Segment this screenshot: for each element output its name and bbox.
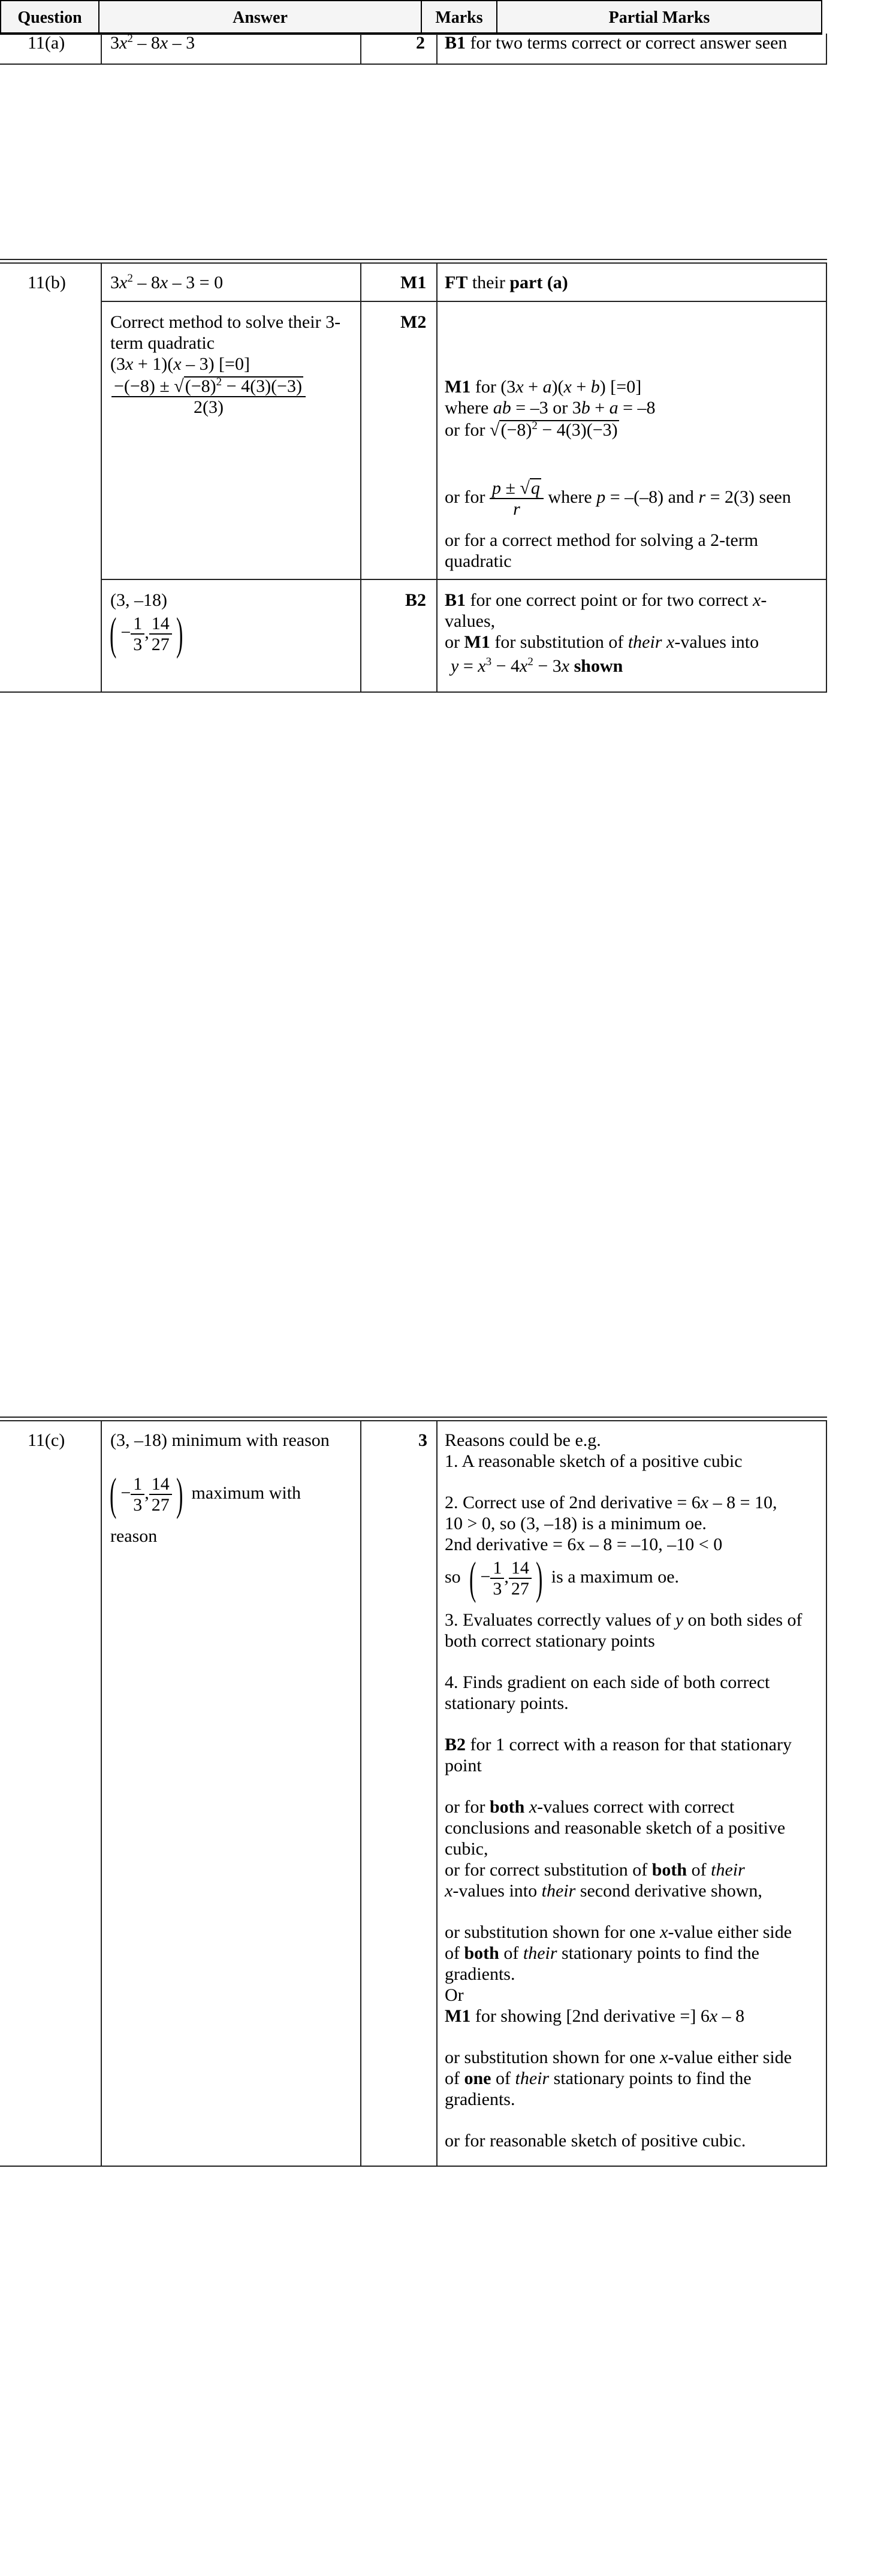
partial-marks-text: or for $\frac{p \pm √q}{r}$ where p = –(–8) and r = 2(3) seen [445, 478, 791, 519]
divider [0, 1417, 827, 1418]
answer-expression: $3x^2 - 8x - 3$ [110, 32, 195, 53]
question-label: 11(a) [28, 33, 65, 53]
answer-method-line: term quadratic [110, 333, 215, 353]
divider [436, 1420, 438, 2166]
partial-marks-text: B1 for one correct point or for two correct x- [445, 590, 767, 610]
question-label: 11(b) [28, 273, 66, 292]
divider [360, 262, 361, 691]
partial-marks-text: of one of their stationary points to find the [445, 2068, 752, 2088]
partial-marks-text: B2 for 1 correct with a reason for that stationary [445, 1735, 792, 1754]
table-header [0, 0, 822, 35]
partial-marks-text: cubic, [445, 1839, 488, 1859]
divider [0, 262, 827, 264]
quadratic-formula: $\frac{-(-8) \pm √(-8)^2 - 4(3)(-3)}{2(3)}$ [111, 376, 306, 417]
header-marks: Marks [421, 0, 497, 34]
partial-marks-text: FT their part (a) [445, 273, 568, 292]
partial-marks-text: or substitution shown for one x-value either side [445, 2047, 792, 2067]
partial-marks-text: x-values into their second derivative shown, [445, 1881, 762, 1901]
divider [360, 1420, 361, 2166]
partial-marks-text: or for $√(-8)^2 - 4(3)(-3)$ [445, 419, 618, 440]
partial-marks-text: 4. Finds gradient on each side of both correct [445, 1672, 770, 1692]
divider [826, 1420, 827, 2166]
partial-marks-text: both correct stationary points [445, 1631, 655, 1651]
answer-reason: reason [110, 1526, 158, 1546]
divider [0, 64, 827, 65]
answer-minimum: (3, –18) minimum with reason [110, 1430, 330, 1450]
marks-value: M2 [400, 312, 427, 332]
marks-value: 3 [418, 1430, 427, 1450]
partial-marks-text: point [445, 1756, 482, 1775]
divider [360, 34, 361, 64]
answer-method-line: Correct method to solve their 3- [110, 312, 341, 332]
header-answer: Answer [98, 0, 422, 34]
partial-marks-text: or M1 for substitution of their x-values into [445, 632, 759, 652]
partial-marks-text: 2nd derivative = 6x – 8 = –10, –10 < 0 [445, 1535, 723, 1554]
divider [826, 34, 827, 64]
question-label: 11(c) [28, 1430, 65, 1450]
partial-marks-text: or for a correct method for solving a 2-term [445, 530, 759, 550]
header-question: Question [0, 0, 99, 34]
divider [0, 259, 827, 260]
partial-marks-text: of both of their stationary points to find the [445, 1943, 759, 1963]
divider [101, 301, 827, 302]
divider [436, 262, 438, 691]
partial-marks-text: Or [445, 1985, 464, 2005]
marks-value: B2 [405, 590, 427, 610]
divider [101, 262, 102, 691]
partial-marks-text: stationary points. [445, 1693, 569, 1713]
partial-marks-text: conclusions and reasonable sketch of a positive [445, 1818, 786, 1838]
divider [101, 34, 102, 64]
partial-marks-text: or for reasonable sketch of positive cubic. [445, 2131, 746, 2151]
partial-marks-text: 2. Correct use of 2nd derivative = 6x – 8 = 10, [445, 1493, 777, 1512]
divider [436, 34, 438, 64]
partial-marks-text: M1 for (3x + a)(x + b) [=0] [445, 377, 642, 397]
partial-marks-text: M1 for showing [2nd derivative =] 6x – 8 [445, 2006, 745, 2026]
header-partial-marks: Partial Marks [496, 0, 822, 34]
partial-marks-text: gradients. [445, 1964, 515, 1984]
partial-marks-text: or for both x-values correct with correct [445, 1797, 735, 1817]
partial-marks-text: 3. Evaluates correctly values of y on both sides of [445, 1610, 802, 1630]
partial-marks-text: gradients. [445, 2089, 515, 2109]
marks-value: 2 [416, 33, 425, 53]
partial-marks-text: 1. A reasonable sketch of a positive cubic [445, 1451, 743, 1471]
partial-marks-text: or substitution shown for one x-value either side [445, 1922, 792, 1942]
answer-maximum: ( − $\frac{1}{3}$ , $\frac{14}{27}$ ) maximum with [109, 1469, 301, 1520]
divider [101, 1420, 102, 2166]
partial-marks-text: quadratic [445, 551, 512, 571]
divider [101, 579, 827, 580]
partial-marks-text: Reasons could be e.g. [445, 1430, 601, 1450]
partial-marks-text: so ( − $\frac{1}{3}$ , $\frac{14}{27}$ ) is a maximum oe. [445, 1553, 680, 1603]
divider [826, 262, 827, 691]
divider [0, 1420, 827, 1421]
partial-marks-text: values, [445, 611, 496, 631]
answer-point: (3, –18) [110, 590, 167, 610]
divider [0, 691, 827, 693]
answer-point-fraction: ( − $\frac{1}{3}$ , $\frac{14}{27}$ ) [109, 609, 183, 659]
answer-equation: $3x^2 - 8x - 3 = 0$ [110, 272, 224, 292]
partial-marks-text: 10 > 0, so (3, –18) is a minimum oe. [445, 1514, 707, 1533]
partial-marks-text: where ab = –3 or 3b + a = –8 [445, 398, 656, 418]
divider [0, 2166, 827, 2167]
marks-value: M1 [400, 273, 427, 292]
partial-marks-text: or for correct substitution of both of their [445, 1860, 745, 1880]
partial-marks-formula: $y = x^3 - 4x^2 - 3x$ shown [451, 656, 623, 676]
partial-marks-text: B1 for two terms correct or correct answer seen [445, 33, 788, 53]
answer-factorised: (3x + 1)(x – 3) [=0] [110, 354, 250, 374]
